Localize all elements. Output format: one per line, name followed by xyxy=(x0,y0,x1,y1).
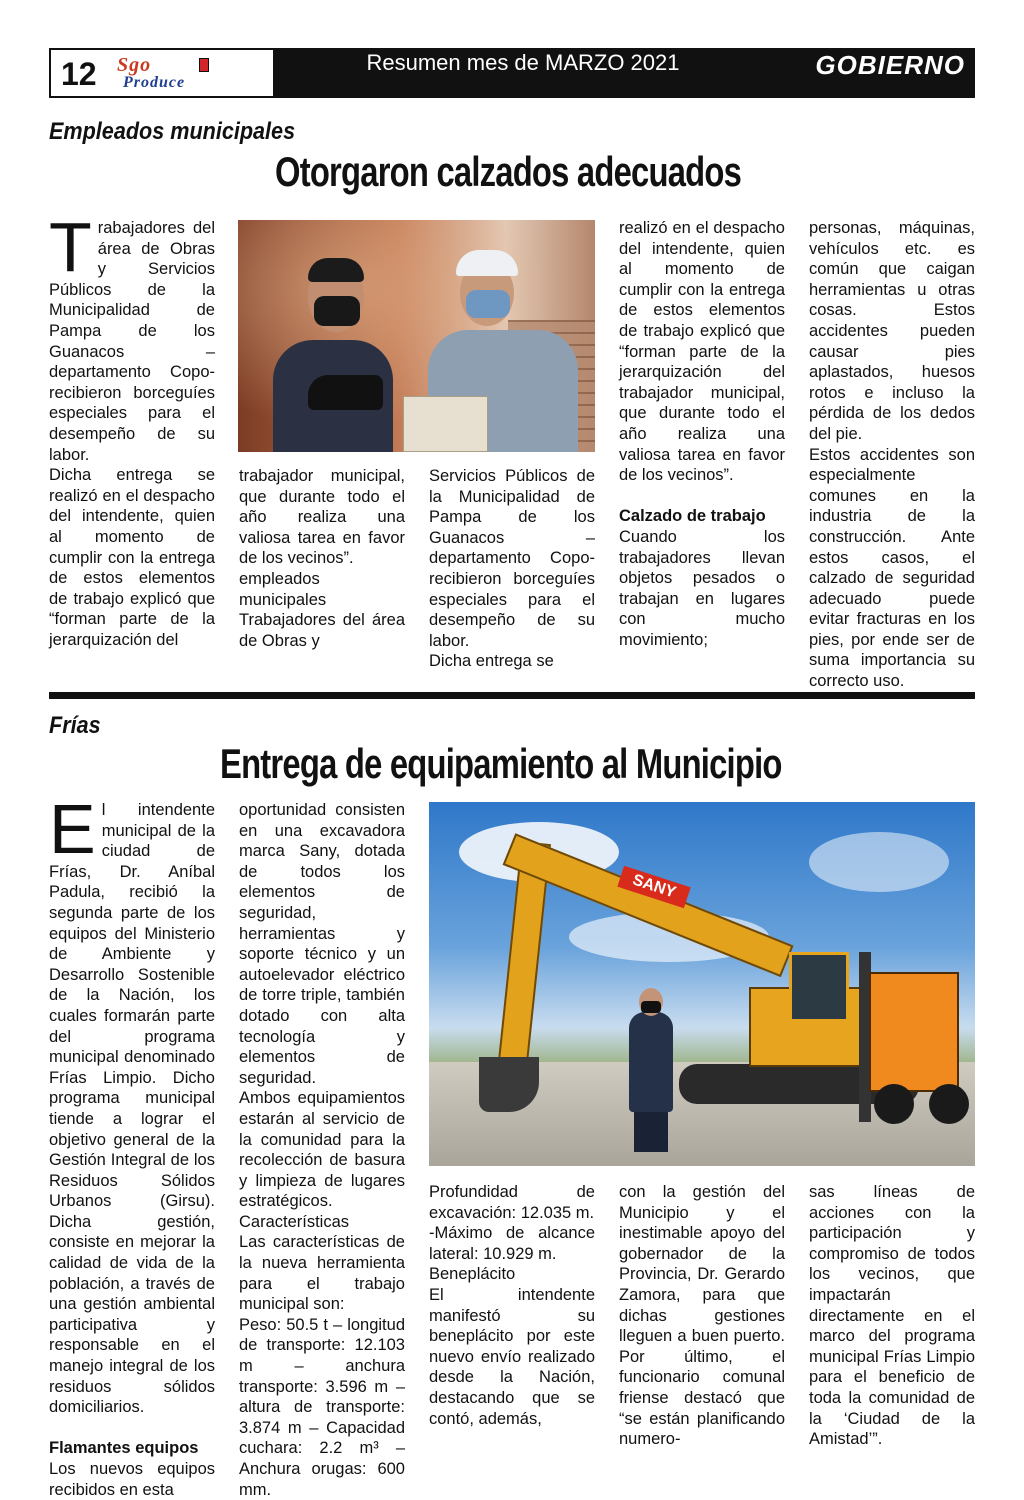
article2-column-5 xyxy=(809,1182,975,1450)
article2-subhead: Flamantes equipos xyxy=(49,1439,199,1458)
article1-column-3 xyxy=(429,466,595,672)
logo-flag-icon xyxy=(199,58,209,72)
article1-col2-para2: empleados municipales xyxy=(239,569,327,609)
article1-headline: Otorgaron calzados adecuados xyxy=(275,148,742,195)
article2-col3-subhead: Beneplácito xyxy=(429,1265,516,1284)
article1-col2-para1: trabajador municipal, que durante todo el año realiza una valiosa tarea en favor de los vecinos”. xyxy=(239,467,405,568)
article2-kicker: Frías xyxy=(49,712,101,739)
article2-dropcap: E xyxy=(49,790,96,868)
article2-headline: Entrega de equipamiento al Municipio xyxy=(220,740,782,787)
article1-col1-para1: rabajadores del área de Obras y Servicios Públicos de la Municipalidad de Pampa de los Guanacos –departamento Copo- recibieron borceguíes especiales para el desempeño de su labor. xyxy=(49,219,215,464)
article2-col2-para2: Ambos equipamientos estarán al servicio de la comunidad para la recolección de basura y limpieza de lugares estratégicos. xyxy=(239,1089,405,1211)
article2-col1-para1: l intendente municipal de la ciudad de Frías, Dr. Aníbal Padula, recibió la segunda parte de los equipos del Ministerio de Ambiente y Desarrollo Sostenible de la Nación, los cuales formarán parte del programa municipal denominado Frías Limpio. Dicho programa municipal tiende a lograr el objetivo general de la Gestión Integral de los Residuos Sólidos Urbanos (Girsu). Dicha gestión, consiste en mejorar la calidad de vida de la población, a través de una gestión ambiental participativa y responsable en el manejo integral de los residuos sólidos domiciliarios. xyxy=(49,801,215,1417)
section-name: GOBIERNO xyxy=(815,50,965,80)
section-divider xyxy=(49,692,975,699)
article2-photo xyxy=(429,802,975,1166)
article1-subhead: Calzado de trabajo xyxy=(619,507,766,526)
publication-logo xyxy=(117,54,263,94)
article1-col3-para2: Dicha entrega se xyxy=(429,652,554,671)
photo-brand-label: SANY xyxy=(617,866,690,909)
page-number: 12 xyxy=(61,56,97,92)
article1-column-4 xyxy=(619,218,785,650)
article1-col5-para2: Estos accidentes son especialmente comunes en la industria de la construcción. Ante estos casos, el calzado de seguridad adecuado puede evitar fracturas en los pies, por ende ser de suma importancia su correcto uso. xyxy=(809,445,975,691)
header-left-panel xyxy=(51,50,273,96)
issue-title: Resumen mes de MARZO 2021 xyxy=(366,50,680,75)
article2-column-4 xyxy=(619,1182,785,1450)
article2-col4-para1: con la gestión del Municipio y el inestimable apoyo del gobernador de la Provincia, Dr. Gerardo Zamora, para que dichas gestiones lleguen a buen puerto. Por último, el funcionario comunal friense destacó que “se están planificando numero- xyxy=(619,1183,785,1449)
article2-col3-para3: El intendente manifestó su beneplácito por este nuevo envío realizado desde la Nación, destacando que se contó, además, xyxy=(429,1285,595,1428)
article1-col2-para3: Trabajadores del área de Obras y xyxy=(239,611,405,650)
article2-col2-para4: Peso: 50.5 t – longitud de transporte: 12.103 m – anchura transporte: 3.596 m – altura de transporte: 3.874 m – Capacidad cuchara: 2.2 m³ – Anchura orugas: 600 mm. xyxy=(239,1315,405,1499)
article2-col2-para1: oportunidad consisten en una excavadora marca Sany, dotada de todos los elementos de seguridad, herramientas y soporte técnico y un autoelevador eléctrico de torre triple, también dotado con alta tecnología y elementos de seguridad. xyxy=(239,801,405,1087)
logo-line1: Sgo xyxy=(117,54,152,76)
logo-line2: Produce xyxy=(123,74,186,91)
article1-col5-para1: personas, máquinas, vehículos etc. es común que caigan herramientas u otras cosas. Estos accidentes pueden causar pies aplastados, huesos rotos e incluso la pérdida de los dedos del pie. xyxy=(809,219,975,443)
article1-dropcap: T xyxy=(49,208,92,286)
article1-col3-para1: Servicios Públicos de la Municipalidad de Pampa de los Guanacos –departamento Copo- recibieron borceguíes especiales para el desempeño de su labor. xyxy=(429,467,595,650)
article1-column-1 xyxy=(49,208,215,650)
article2-column-2 xyxy=(239,800,405,1500)
article2-col5-para1: sas líneas de acciones con la participación y compromiso de todos los vecinos, que impactarán directamente en el marco del programa municipal Frías Limpio para el beneficio de toda la comunidad de la ‘Ciudad de la Amistad’”. xyxy=(809,1183,975,1449)
article1-column-5 xyxy=(809,218,975,692)
article1-col4-para2: Cuando los trabajadores llevan objetos pesados o trabajan en lugares con mucho movimiento; xyxy=(619,527,785,649)
article2-column-1 xyxy=(49,790,215,1500)
article2-col3-para1: Profundidad de excavación: 12.035 m. xyxy=(429,1183,595,1222)
article2-column-3 xyxy=(429,1182,595,1429)
article2-col2-para3: Las características de la nueva herramienta para el trabajo municipal son: xyxy=(239,1233,405,1314)
article2-col1-para2: Los nuevos equipos recibidos en esta xyxy=(49,1460,215,1499)
article1-photo xyxy=(238,220,595,452)
boot-icon xyxy=(308,375,383,410)
article1-kicker: Empleados municipales xyxy=(49,118,296,145)
article2-col3-para2: -Máximo de alcance lateral: 10.929 m. xyxy=(429,1224,595,1263)
page-header xyxy=(49,48,975,98)
article1-col4-para1: realizó en el despacho del intendente, quien al momento de cumplir con la entrega de estos elementos de trabajo explicó que “forman parte de la jerarquización del trabajador municipal, que durante todo el año realiza una valiosa tarea en favor de los vecinos”. xyxy=(619,219,785,485)
article1-col1-para2: Dicha entrega se realizó en el despacho del intendente, quien al momento de cumplir con la entrega de estos elementos de trabajo explicó que “forman parte de la jerarquización del xyxy=(49,466,215,649)
article2-col2-subhead: Características xyxy=(239,1212,350,1231)
article1-column-2 xyxy=(239,466,405,651)
